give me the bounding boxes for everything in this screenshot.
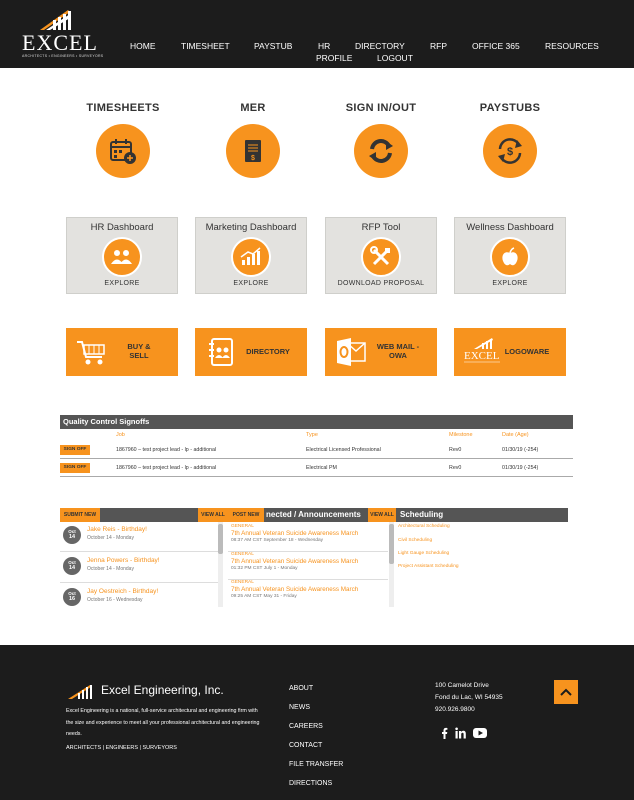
calendar-date-icon: Oct 14 [63,557,81,575]
table-row [60,460,573,477]
birthday-date: October 16 - Wednesday [87,597,143,603]
scrollbar-thumb[interactable] [218,524,223,554]
chevron-up-icon [560,688,572,696]
site-footer [0,645,634,800]
web-mail-tile[interactable] [325,328,437,376]
scroll-to-top-button[interactable] [554,680,578,704]
list-item[interactable] [228,578,388,608]
tile-title: TIMESHEETS [86,102,160,114]
directory-tile[interactable] [195,328,307,376]
wellness-dashboard-tile[interactable] [454,217,566,294]
nav-resources[interactable]: RESOURCES [545,41,599,51]
footer-phone[interactable]: 920.926.9800 [435,706,475,713]
sign-in-out-tile[interactable] [321,102,441,178]
announcement-title[interactable]: 7th Annual Veteran Suicide Awareness March [231,558,359,565]
directory-icon [205,337,237,367]
logo-text: EXCEL [22,30,98,55]
footer-address-line2: Fond du Lac, WI 54935 [435,694,503,701]
birthdays-scrollbar[interactable] [218,522,223,607]
post-new-button[interactable]: POST NEW [228,508,264,522]
tile-subtitle: EXPLORE [492,280,528,287]
svg-text:$: $ [506,146,514,158]
footer-logo-icon [66,683,94,701]
rfp-tool-tile[interactable] [325,217,437,294]
sign-off-button[interactable]: SIGN OFF [60,463,90,473]
nav-hr[interactable]: HR [318,41,331,51]
birthday-date: October 14 - Monday [87,535,134,541]
mer-tile[interactable] [193,102,313,178]
nav-rfp[interactable]: RFP [430,41,447,51]
nav-logout[interactable]: LOGOUT [377,53,413,63]
logoware-tile[interactable] [454,328,566,376]
footer-tags: ARCHITECTS | ENGINEERS | SURVEYORS [66,745,177,751]
col-milestone: Milestone [449,432,473,438]
tools-icon [361,237,401,277]
announcements-title: nected / Announcements [266,510,361,519]
document-dollar-icon [226,124,280,178]
footer-link-contact[interactable]: CONTACT [289,742,323,749]
tile-title: SIGN IN/OUT [345,102,417,114]
announcement-title[interactable]: 7th Annual Veteran Suicide Awareness March [231,530,359,537]
footer-link-directions[interactable]: DIRECTIONS [289,780,333,787]
announcement-title[interactable]: 7th Annual Veteran Suicide Awareness March [231,586,359,593]
nav-timesheet[interactable]: TIMESHEET [181,41,230,51]
site-header [0,0,634,68]
quality-control-header: Quality Control Signoffs [60,415,573,429]
list-item[interactable] [228,550,388,580]
calendar-date-icon: Oct 14 [63,526,81,544]
nav-profile[interactable]: PROFILE [316,53,353,63]
calendar-add-icon [96,124,150,178]
sign-off-button[interactable]: SIGN OFF [60,445,90,455]
tile-subtitle: EXPLORE [104,280,140,287]
scheduling-link[interactable]: Civil Scheduling [398,538,433,543]
tile-subtitle: DOWNLOAD PROPOSAL [337,280,425,287]
logo-subtitle: ARCHITECTS • ENGINEERS • SURVEYORS [22,54,104,58]
scheduling-link[interactable]: Light Gauge Scheduling [398,551,450,556]
nav-office-365[interactable]: OFFICE 365 [472,41,520,51]
type-cell: Electrical Licensed Professional [306,447,381,453]
footer-link-about[interactable]: ABOUT [289,685,314,692]
footer-link-careers[interactable]: CAREERS [289,723,323,730]
tile-label: BUY & SELL [127,342,151,360]
list-item[interactable] [60,522,218,552]
footer-link-file-transfer[interactable]: FILE TRANSFER [289,761,344,768]
nav-directory[interactable]: DIRECTORY [355,41,405,51]
footer-address-line1: 100 Camelot Drive [435,682,489,689]
linkedin-icon[interactable] [455,727,466,739]
milestone-cell: Rev0 [449,447,462,453]
tile-label: WEB MAIL - OWA [376,342,420,360]
tile-title: MER [240,102,266,114]
birthdays-view-all-button[interactable]: VIEW ALL [198,508,228,522]
scheduling-link[interactable]: Architectural Scheduling [398,524,450,529]
announcement-date: 09:25 AM CST May 31 - Friday [231,594,297,599]
announcements-scrollbar[interactable] [389,522,394,607]
sync-icon [354,124,408,178]
svg-text:$: $ [251,155,255,162]
growth-chart-icon [231,237,271,277]
date-cell: 01/30/19 (-254) [502,465,539,471]
date-cell: 01/30/19 (-254) [502,447,539,453]
facebook-icon[interactable] [441,727,448,739]
list-item[interactable] [228,522,388,552]
col-date: Date (Age) [502,432,529,438]
people-icon [102,237,142,277]
logo-graphic-icon [20,8,84,32]
cart-icon [76,337,108,367]
announcement-category: GENERAL [231,524,254,529]
tile-label: DIRECTORY [246,346,290,356]
calendar-date-icon: Oct 16 [63,588,81,606]
tile-label: LOGOWARE [504,346,550,356]
excel-logo[interactable] [20,8,104,60]
tile-title: Marketing Dashboard [205,222,297,233]
nav-home[interactable]: HOME [130,41,156,51]
announcements-view-all-button[interactable]: VIEW ALL [368,508,396,522]
tile-title: HR Dashboard [90,222,154,233]
list-item[interactable] [60,553,218,583]
col-type: Type [306,432,318,438]
tile-title: RFP Tool [361,222,401,233]
tile-subtitle: EXPLORE [233,280,269,287]
nav-paystub[interactable]: PAYSTUB [254,41,293,51]
list-item[interactable] [60,584,218,614]
paystubs-tile[interactable] [450,102,570,178]
birthday-name: Jay Oestreich - Birthday! [87,588,159,595]
footer-description: Excel Engineering is a national, full-service architectural and engineering firm with the size and experience to meet all your professional architectural and engineering needs. [66,708,260,737]
marketing-dashboard-tile[interactable] [195,217,307,294]
scheduling-link[interactable]: Project Assistant Scheduling [398,564,459,569]
announcement-category: GENERAL [231,552,254,557]
buy-sell-tile[interactable] [66,328,178,376]
dollar-sync-icon [483,124,537,178]
birthday-name: Jenna Powers - Birthday! [87,557,160,564]
hr-dashboard-tile[interactable] [66,217,178,294]
timesheets-tile[interactable] [63,102,183,178]
table-row [60,442,573,459]
apple-icon [490,237,530,277]
tile-title: Wellness Dashboard [466,222,554,233]
footer-company-name: Excel Engineering, Inc. [101,683,224,697]
scrollbar-thumb[interactable] [389,524,394,564]
job-cell: 1867960 – test project lead - lp - additional [116,465,217,471]
svg-text:EXCEL: EXCEL [464,350,500,362]
submit-new-button[interactable]: SUBMIT NEW [60,508,100,522]
announcement-date: 01:32 PM CST July 1 - Monday [231,566,298,571]
announcement-category: GENERAL [231,580,254,585]
announcement-date: 08:37 AM CST September 18 - Wednesday [231,538,324,543]
outlook-icon [335,337,367,367]
tile-title: PAYSTUBS [479,102,541,114]
birthday-name: Jake Reis - Birthday! [87,526,147,533]
birthday-date: October 14 - Monday [87,566,134,572]
scheduling-title: Scheduling [400,510,444,519]
footer-link-news[interactable]: NEWS [289,704,310,711]
col-job: Job [116,432,125,438]
job-cell: 1867960 – test project lead - lp - additional [116,447,217,453]
type-cell: Electrical PM [306,465,337,471]
milestone-cell: Rev0 [449,465,462,471]
youtube-icon[interactable] [473,727,487,739]
